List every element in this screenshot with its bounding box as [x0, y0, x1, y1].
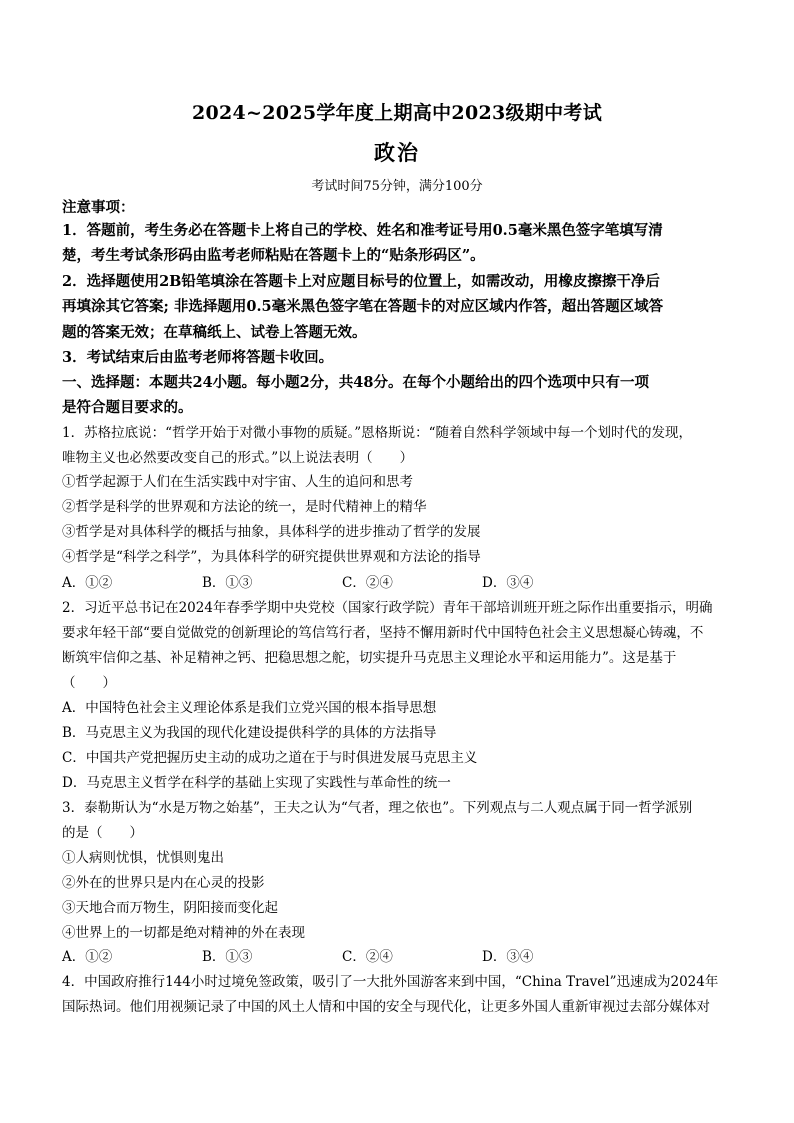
exam-title: 2024~2025学年度上期高中2023级期中考试	[191, 102, 603, 124]
q2-stem-line-1: 2．习近平总书记在2024年春季学期中央党校（国家行政学院）青年干部培训班开班之际作出重要指示，明确	[62, 600, 713, 616]
q2-option-a: A．中国特色社会主义理论体系是我们立党兴国的根本指导思想	[62, 700, 437, 716]
section-heading-line-1: 一、选择题：本题共24小题。每小题2分，共48分。在每个小题给出的四个选项中只有一项	[62, 374, 649, 391]
q3-statement-3: ③天地合而万物生，阴阳接而变化起	[62, 900, 278, 916]
q1-stem-line-2: 唯物主义也必然要改变自己的形式。”以上说法表明（ ）	[62, 450, 414, 466]
note-1-line-1: 1．答题前，考生务必在答题卡上将自己的学校、姓名和准考证号用0.5毫米黑色签字笔填写清	[62, 222, 663, 239]
subject-title: 政治	[374, 140, 420, 165]
section-heading-line-2: 是符合题目要求的。	[62, 399, 193, 416]
q1-stem-line-1: 1．苏格拉底说：“哲学开始于对微小事物的质疑。”恩格斯说：“随着自然科学领域中每一个划时代的发现，	[62, 425, 693, 441]
q3-statement-1: ①人病则忧惧，忧惧则鬼出	[62, 850, 224, 866]
q4-stem-line-1: 4．中国政府推行144小时过境免签政策，吸引了一大批外国游客来到中国，“China Travel”迅速成为2024年	[62, 974, 719, 990]
note-2-line-3: 题的答案无效；在草稿纸上、试卷上答题无效。	[62, 324, 367, 341]
q1-statement-2: ②哲学是科学的世界观和方法论的统一，是时代精神上的精华	[62, 499, 427, 515]
q3-statement-4: ④世界上的一切都是绝对精神的外在表现	[62, 925, 305, 941]
q2-stem-line-2: 要求年轻干部“要自觉做党的创新理论的笃信笃行者，坚持不懈用新时代中国特色社会主义思想凝心铸魂，不	[62, 625, 704, 641]
note-3: 3．考试结束后由监考老师将答题卡收回。	[62, 349, 334, 366]
q2-option-b: B．马克思主义为我国的现代化建设提供科学的具体的方法指导	[62, 725, 437, 741]
q1-option-a: A．①②	[62, 575, 113, 591]
q1-option-b: B．①③	[202, 575, 253, 591]
q1-statement-3: ③哲学是对具体科学的概括与抽象，具体科学的进步推动了哲学的发展	[62, 524, 481, 540]
q2-stem-line-4: （ ）	[62, 675, 116, 691]
q3-option-a: A．①②	[62, 949, 113, 965]
q3-statement-2: ②外在的世界只是内在心灵的投影	[62, 875, 265, 891]
q4-stem-line-2: 国际热词。他们用视频记录了中国的风土人情和中国的安全与现代化，让更多外国人重新审视过去部分媒体对	[62, 999, 710, 1015]
exam-info: 考试时间75分钟，满分100分	[311, 179, 483, 194]
q3-option-b: B．①③	[202, 949, 253, 965]
q2-option-c: C．中国共产党把握历史主动的成功之道在于与时俱进发展马克思主义	[62, 750, 478, 766]
q2-stem-line-3: 断筑牢信仰之基、补足精神之钙、把稳思想之舵，切实提升马克思主义理论水平和运用能力”。这是基于	[62, 650, 677, 666]
note-2-line-1: 2．选择题使用2B铅笔填涂在答题卡上对应题目标号的位置上，如需改动，用橡皮擦擦干净后	[62, 273, 660, 290]
q1-statement-4: ④哲学是“科学之科学”，为具体科学的研究提供世界观和方法论的指导	[62, 549, 481, 565]
q3-option-c: C．②④	[342, 949, 393, 965]
q1-option-c: C．②④	[342, 575, 393, 591]
note-1-line-2: 楚，考生考试条形码由监考老师粘贴在答题卡上的“贴条形码区”。	[62, 247, 485, 264]
q3-stem-line-2: 的是（ ）	[62, 825, 143, 841]
notes-heading: 注意事项：	[62, 199, 135, 216]
q1-option-d: D．③④	[482, 575, 534, 591]
q1-statement-1: ①哲学起源于人们在生活实践中对宇宙、人生的追问和思考	[62, 474, 413, 490]
note-2-line-2: 再填涂其它答案; 非选择题用0.5毫米黑色签字笔在答题卡的对应区域内作答，超出答题区域答	[62, 298, 664, 315]
q3-option-d: D．③④	[482, 949, 534, 965]
q3-stem-line-1: 3．泰勒斯认为“水是万物之始基”，王夫之认为“气者，理之依也”。下列观点与二人观点属于同一哲学派别	[62, 800, 693, 816]
q2-option-d: D．马克思主义哲学在科学的基础上实现了实践性与革命性的统一	[62, 775, 451, 791]
